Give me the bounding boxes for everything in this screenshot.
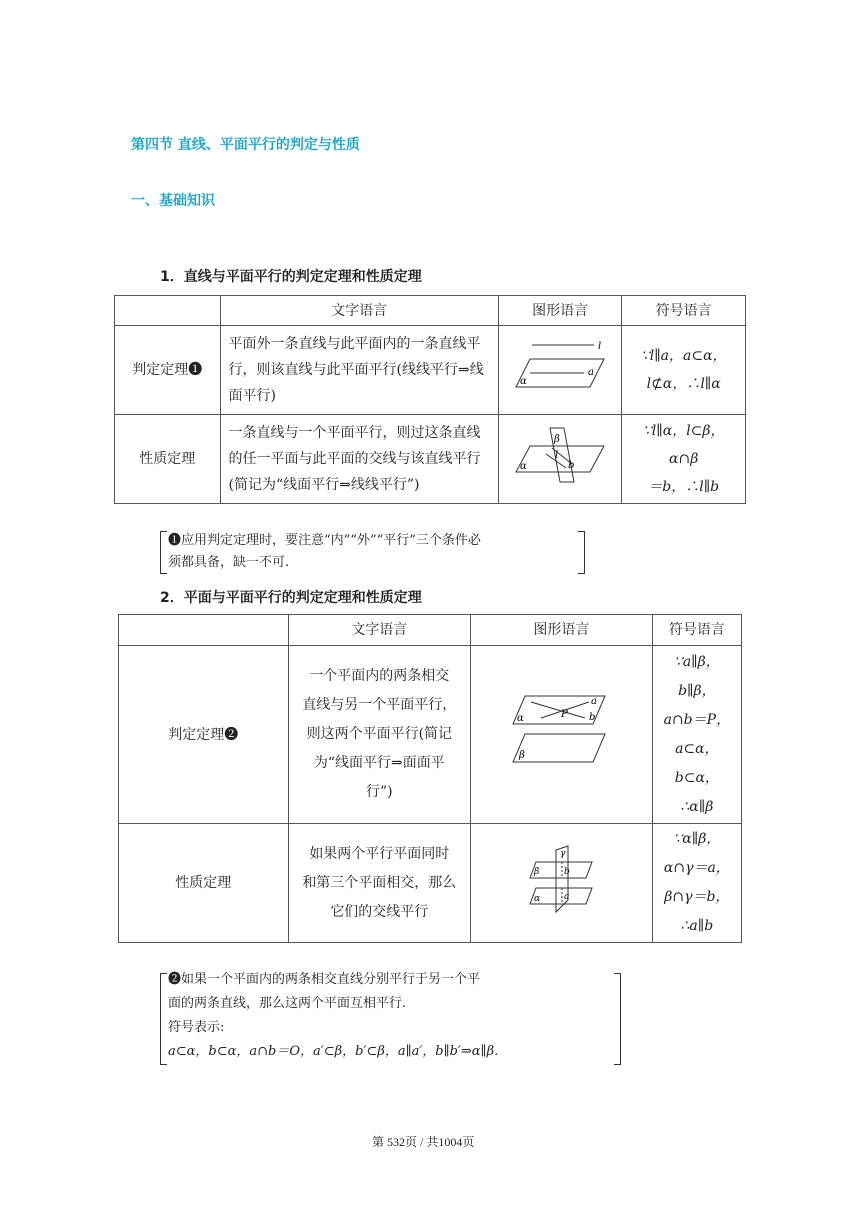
- figure-line-plane-property: [498, 415, 622, 504]
- table1-row-property: [115, 415, 746, 504]
- symbol-line: ∵a∥β，: [673, 653, 720, 670]
- symbol-line: ∴α∥β: [680, 798, 714, 815]
- part-title: 一、基础知识: [131, 193, 215, 209]
- row-text: 平面外一条直线与此平面内的一条直线平行，则该直线与此平面平行(线线平行⇒线面平行): [220, 326, 498, 415]
- row-text: [288, 824, 471, 943]
- figure-line-plane-judgement: [498, 326, 622, 415]
- label-p: P: [561, 709, 569, 720]
- label-l: l: [555, 449, 559, 461]
- label-b: b: [568, 459, 575, 471]
- text-line: 和第三个平面相交，那么: [302, 874, 457, 891]
- symbol-line: ∵l∥a，a⊂α，: [640, 348, 727, 364]
- symbol-line: ∵l∥α，l⊂β，α∩β: [642, 423, 725, 467]
- note-line: 面的两条直线，那么这两个平面互相平行.: [168, 996, 407, 1011]
- symbol-line: α∩γ＝a，: [663, 860, 730, 876]
- note-line: a⊂α，b⊂α，a∩b＝O，a′⊂β，b′⊂β，a∥a′，b∥b′⇒α∥β.: [168, 1044, 499, 1059]
- table1-row-judgement: [115, 326, 746, 415]
- text-line: 则这两个平面平行(简记: [306, 726, 453, 742]
- text-line: 行”): [366, 784, 393, 800]
- figure-plane-plane-property: [471, 824, 653, 943]
- table1-header-empty: [115, 296, 221, 326]
- label-b: b: [564, 866, 571, 877]
- figure-plane-plane-judgement: [471, 646, 653, 824]
- figure-diagram: [512, 424, 608, 486]
- table1-header-symbol: 符号语言: [622, 296, 746, 326]
- symbol-line: b∥β，: [678, 682, 716, 699]
- text-line: 如果两个平行平面同时: [309, 845, 450, 862]
- row-name: 判定定理❷: [119, 646, 289, 824]
- symbol-line: l⊄α，∴l∥α: [646, 376, 721, 392]
- symbol-line: ∴a∥b: [680, 918, 714, 934]
- label-alpha: α: [534, 893, 541, 904]
- note2: [168, 968, 498, 1064]
- note1: [168, 530, 481, 574]
- row-text: 一条直线与一个平面平行，则过这条直线的任一平面与此平面的交线与该直线平行(简记为“线面平行⇒线线平行”): [220, 415, 498, 504]
- table2-header-symbol: 符号语言: [652, 615, 741, 646]
- text-line: 一个平面内的两条相交: [309, 668, 450, 684]
- note1-right-bracket: [578, 531, 585, 574]
- label-a: a: [588, 366, 595, 378]
- row-symbol: [622, 326, 746, 415]
- label-a: a: [564, 891, 570, 902]
- row-name: 性质定理: [115, 415, 221, 504]
- row-symbol: [652, 646, 741, 824]
- row-name: 性质定理: [119, 824, 289, 943]
- symbol-line: a⊂α，: [675, 740, 719, 757]
- label-gamma: γ: [560, 848, 566, 859]
- table2-header-empty: [119, 615, 289, 646]
- table2-row-judgement: [119, 646, 742, 824]
- note2-left-bracket: [160, 973, 167, 1065]
- table1-heading: 1．直线与平面平行的判定定理和性质定理: [160, 269, 422, 285]
- label-beta: β: [534, 866, 540, 877]
- row-text: [288, 646, 471, 824]
- page-footer: 第 532页 / 共1004页: [372, 1135, 475, 1149]
- text-line: 直线与另一个平面平行，: [302, 697, 457, 713]
- row-symbol: [652, 824, 741, 943]
- row-name: 判定定理❶: [115, 326, 221, 415]
- label-beta: β: [554, 433, 560, 445]
- note-line: 须都具备，缺一不可.: [168, 555, 290, 570]
- section-title: 第四节 直线、平面平行的判定与性质: [131, 137, 360, 153]
- table1-header-text: 文字语言: [220, 296, 498, 326]
- table2-header-text: 文字语言: [288, 615, 471, 646]
- label-beta: β: [519, 750, 526, 761]
- symbol-line: β∩γ＝b，: [664, 889, 730, 905]
- label-b: b: [589, 712, 596, 723]
- symbol-line: ＝b，∴l∥b: [648, 479, 720, 495]
- figure-diagram: [526, 844, 596, 914]
- table2-row-property: [119, 824, 742, 943]
- table-line-plane-parallel: [114, 295, 746, 504]
- row-symbol: [622, 415, 746, 504]
- label-l: l: [598, 340, 602, 352]
- note-line: ❶应用判定定理时，要注意“内”“外”“平行”三个条件必: [168, 533, 481, 548]
- figure-diagram: [511, 690, 611, 770]
- text-line: 它们的交线平行: [330, 903, 429, 920]
- label-alpha: α: [520, 375, 527, 387]
- note2-right-bracket: [614, 973, 621, 1065]
- symbol-line: ∵α∥β，: [673, 831, 721, 847]
- table1-header-figure: 图形语言: [498, 296, 622, 326]
- table2-header-figure: 图形语言: [471, 615, 653, 646]
- note1-left-bracket: [160, 531, 167, 574]
- figure-diagram: [512, 337, 608, 395]
- label-a: a: [591, 696, 598, 707]
- table-plane-plane-parallel: [118, 614, 742, 943]
- note-line: 符号表示:: [168, 1020, 225, 1035]
- note-line: ❷如果一个平面内的两条相交直线分别平行于另一个平: [168, 972, 481, 987]
- label-alpha: α: [517, 713, 525, 724]
- label-alpha: α: [520, 460, 527, 472]
- text-line: 为“线面平行⇒面面平: [313, 755, 445, 771]
- table2-heading: 2．平面与平面平行的判定定理和性质定理: [160, 590, 422, 606]
- symbol-line: b⊂α，: [674, 769, 719, 786]
- symbol-line: a∩b＝P，: [663, 711, 731, 728]
